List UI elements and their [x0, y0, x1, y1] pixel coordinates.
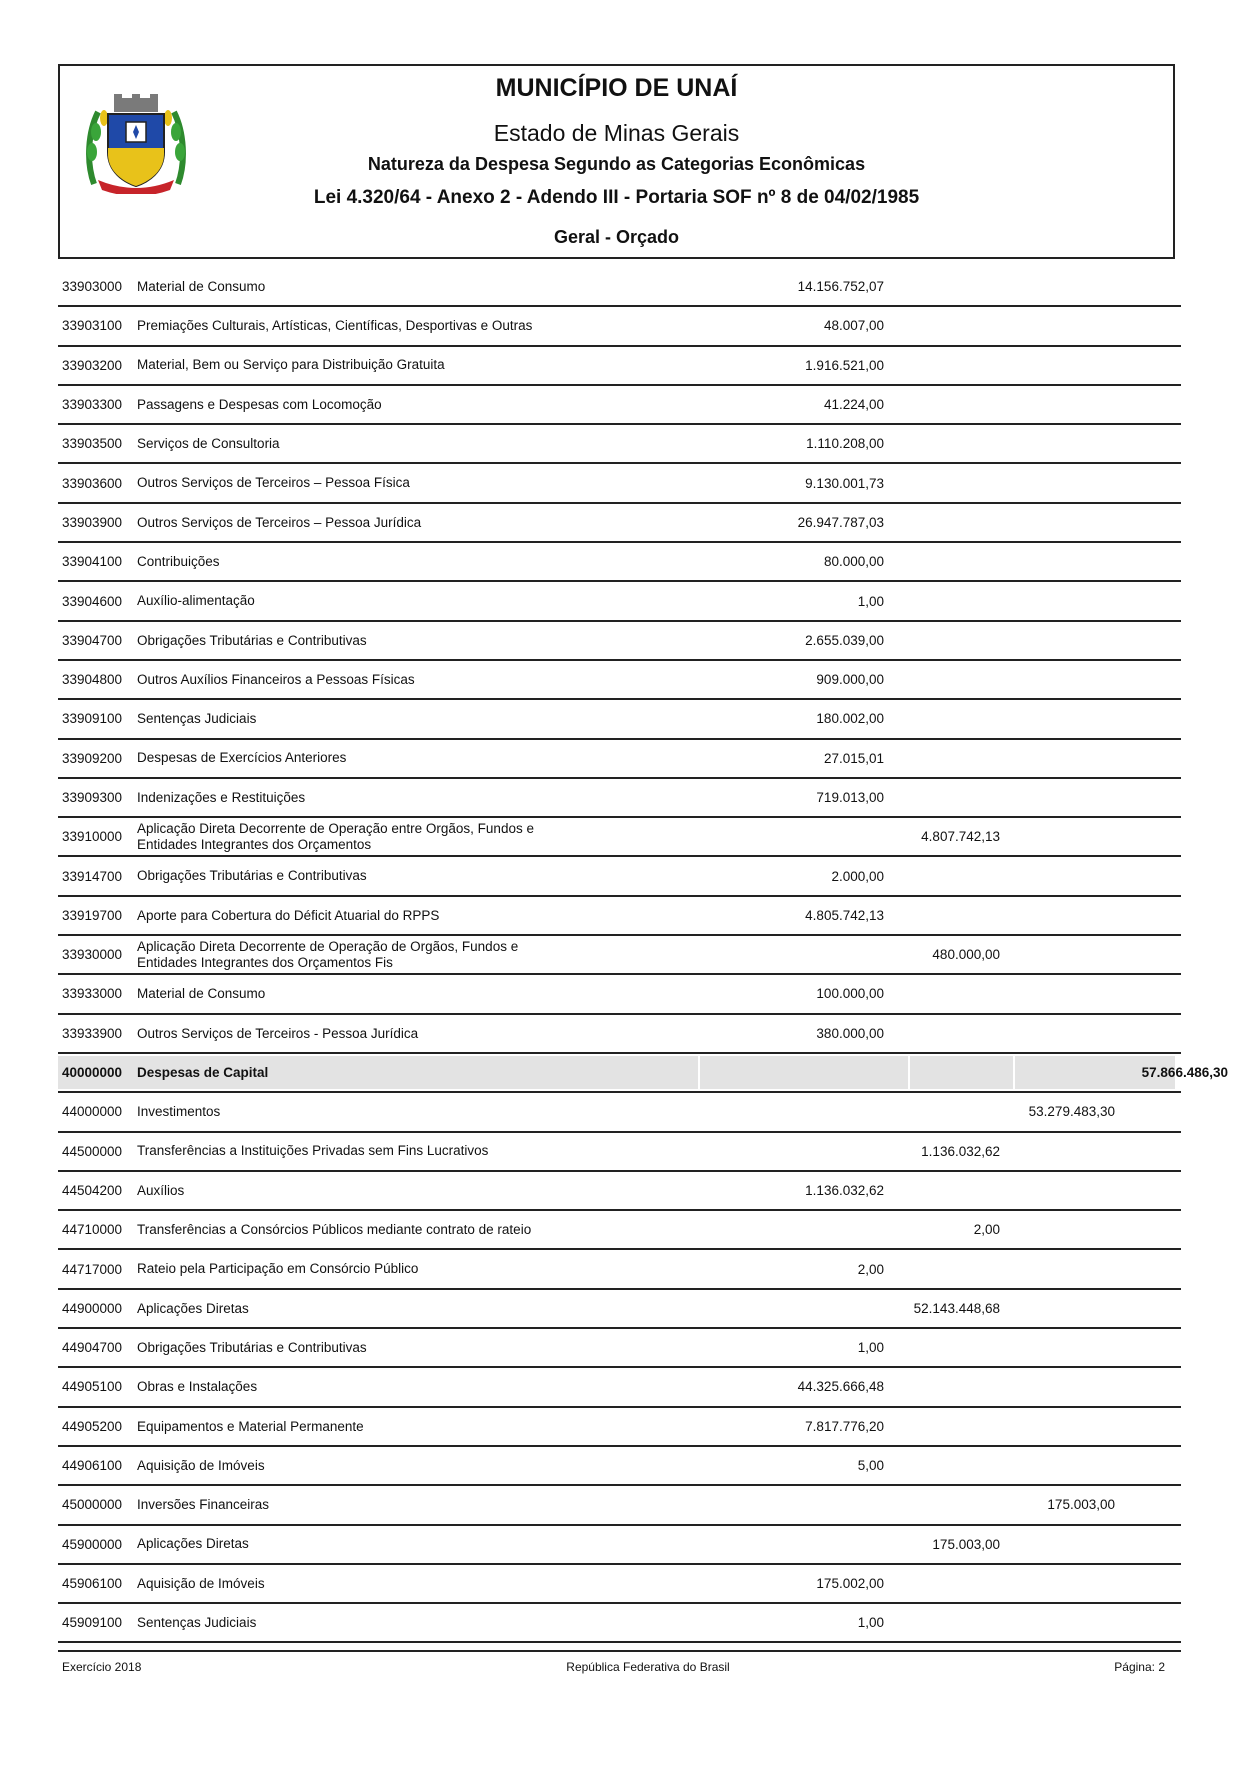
row-value: 100.000,00 [816, 986, 884, 1002]
table-row [58, 504, 1181, 543]
row-description: Sentenças Judiciais [137, 711, 257, 727]
row-code: 33903000 [62, 279, 123, 295]
row-code: 44905100 [62, 1379, 123, 1395]
table-row [58, 1172, 1181, 1211]
row-code: 45900000 [62, 1536, 123, 1552]
table-row [58, 1526, 1181, 1565]
row-value: 719.013,00 [816, 790, 884, 805]
row-value: 1,00 [857, 1340, 884, 1356]
row-description: Auxílios [137, 1182, 185, 1198]
row-description: Indenizações e Restituições [137, 789, 306, 805]
row-value: 27.015,01 [823, 750, 884, 766]
table-row [58, 857, 1181, 896]
footer-page-number: Página: 2 [1114, 1660, 1165, 1674]
row-code: 44500000 [62, 1143, 123, 1159]
table-row [58, 1604, 1181, 1643]
table-row [58, 386, 1181, 425]
row-value: 1.136.032,62 [921, 1143, 1000, 1159]
row-code: 45906100 [62, 1575, 123, 1591]
row-code: 33909300 [62, 790, 123, 805]
row-code: 33909100 [62, 711, 123, 727]
table-row [58, 1211, 1181, 1250]
row-value: 44.325.666,48 [797, 1379, 884, 1395]
row-value: 909.000,00 [816, 672, 884, 688]
row-description: Outros Serviços de Terceiros - Pessoa Jurídica [137, 1025, 419, 1041]
table-row [58, 818, 1181, 857]
row-value: 14.156.752,07 [797, 279, 884, 295]
row-value: 7.817.776,20 [805, 1418, 884, 1434]
row-code: 33903500 [62, 436, 123, 452]
table-row [58, 740, 1181, 779]
row-description: Rateio pela Participação em Consórcio Público [137, 1261, 419, 1277]
row-description: Transferências a Consórcios Públicos mediante contrato de rateio [137, 1222, 532, 1238]
row-code: 44717000 [62, 1261, 123, 1277]
row-code: 33914700 [62, 868, 123, 884]
row-value: 53.279.483,30 [1028, 1104, 1115, 1120]
row-code: 33903300 [62, 397, 123, 413]
row-code: 33933000 [62, 986, 123, 1002]
table-row [58, 1250, 1181, 1289]
row-code: 44900000 [62, 1300, 123, 1316]
row-value: 2.000,00 [831, 868, 884, 884]
row-description: Aplicações Diretas [137, 1536, 249, 1552]
table-row [58, 582, 1181, 621]
row-description: Equipamentos e Material Permanente [137, 1418, 364, 1434]
row-description: Investimentos [137, 1104, 221, 1120]
row-code: 33919700 [62, 907, 123, 923]
table-row [58, 936, 1181, 975]
row-description: Obrigações Tributárias e Contributivas [137, 868, 367, 884]
row-description: Passagens e Despesas com Locomoção [137, 396, 382, 412]
row-value: 480.000,00 [932, 947, 1000, 963]
row-value: 26.947.787,03 [797, 514, 884, 530]
row-code: 33933900 [62, 1025, 123, 1041]
table-row [58, 700, 1181, 739]
table-row [58, 464, 1181, 503]
row-code: 45909100 [62, 1615, 123, 1631]
row-description: Material, Bem ou Serviço para Distribuição Gratuita [137, 357, 445, 373]
state-title: Estado de Minas Gerais [493, 120, 740, 146]
row-value: 80.000,00 [823, 554, 884, 570]
row-value: 175.003,00 [932, 1536, 1000, 1552]
row-code: 44906100 [62, 1458, 123, 1474]
municipality-title: MUNICÍPIO DE UNAÍ [495, 74, 738, 102]
row-code: 33909200 [62, 750, 123, 766]
table-row [58, 1565, 1181, 1604]
row-code: 33904800 [62, 672, 123, 688]
row-value: 175.002,00 [816, 1575, 884, 1591]
row-description: Outros Serviços de Terceiros – Pessoa Física [137, 475, 410, 491]
table-row [58, 307, 1181, 346]
row-description: Material de Consumo [137, 986, 266, 1002]
row-description: Sentenças Judiciais [137, 1614, 257, 1630]
report-scope: Geral - Orçado [553, 227, 680, 247]
row-description: Aplicação Direta Decorrente de Operação entre Orgãos, Fundos e Entidades Integrantes dos Orçamentos [137, 821, 534, 852]
row-description: Obrigações Tributárias e Contributivas [137, 632, 367, 648]
row-value: 4.805.742,13 [805, 907, 884, 923]
row-value: 1,00 [857, 593, 884, 609]
row-value: 57.866.486,30 [1141, 1065, 1228, 1081]
row-code: 33904600 [62, 593, 123, 609]
footer-country: República Federativa do Brasil [566, 1660, 730, 1674]
row-description: Despesas de Capital [137, 1064, 269, 1080]
report-subtitle: Natureza da Despesa Segundo as Categorias Econômicas [367, 154, 866, 174]
row-code: 33904700 [62, 632, 123, 648]
row-description: Material de Consumo [137, 278, 266, 294]
table-row [58, 543, 1181, 582]
row-code: 33903600 [62, 475, 123, 491]
row-description: Obrigações Tributárias e Contributivas [137, 1339, 367, 1355]
table-row [58, 1015, 1181, 1054]
table-row [58, 1408, 1181, 1447]
category-row [58, 1054, 1228, 1093]
row-value: 48.007,00 [823, 318, 884, 334]
row-value: 2,00 [973, 1222, 1000, 1238]
row-value: 1.136.032,62 [805, 1182, 884, 1198]
row-description: Contribuições [137, 553, 220, 569]
row-code: 44504200 [62, 1182, 123, 1198]
report-header [58, 64, 1175, 259]
row-value: 2,00 [857, 1261, 884, 1277]
row-value: 5,00 [857, 1458, 884, 1474]
row-value: 41.224,00 [823, 397, 884, 413]
row-value: 52.143.448,68 [913, 1300, 1000, 1316]
table-row [58, 1447, 1181, 1486]
row-code: 44710000 [62, 1222, 123, 1238]
table-row [58, 1093, 1181, 1132]
row-value: 175.003,00 [1047, 1497, 1115, 1513]
row-description: Serviços de Consultoria [137, 436, 280, 452]
legal-reference: Lei 4.320/64 - Anexo 2 - Adendo III - Portaria SOF nº 8 de 04/02/1985 [313, 187, 920, 208]
row-code: 33903100 [62, 318, 123, 334]
row-description: Premiações Culturais, Artísticas, Científicas, Desportivas e Outras [137, 318, 533, 334]
expense-table [58, 268, 1228, 1643]
row-description: Auxílio-alimentação [137, 593, 255, 609]
row-value: 9.130.001,73 [805, 475, 884, 491]
row-code: 45000000 [62, 1497, 123, 1513]
row-description: Aquisição de Imóveis [137, 1457, 265, 1473]
table-row [58, 661, 1181, 700]
table-row [58, 1368, 1181, 1407]
row-description: Aquisição de Imóveis [137, 1575, 265, 1591]
row-code: 33904100 [62, 554, 123, 570]
row-code: 44904700 [62, 1340, 123, 1356]
row-code: 33930000 [62, 947, 123, 963]
row-description: Outros Serviços de Terceiros – Pessoa Jurídica [137, 514, 422, 530]
row-value: 180.002,00 [816, 711, 884, 727]
table-row [58, 779, 1181, 818]
row-code: 33910000 [62, 829, 123, 845]
row-description: Transferências a Instituições Privadas sem Fins Lucrativos [137, 1143, 489, 1159]
table-row [58, 1290, 1181, 1329]
row-code: 44000000 [62, 1104, 123, 1120]
table-row [58, 897, 1181, 936]
row-value: 1,00 [857, 1615, 884, 1631]
row-code: 33903200 [62, 357, 123, 373]
row-description: Inversões Financeiras [137, 1497, 270, 1513]
row-value: 4.807.742,13 [921, 829, 1000, 845]
row-description: Outros Auxílios Financeiros a Pessoas Físicas [137, 671, 415, 687]
row-description: Obras e Instalações [137, 1379, 258, 1395]
row-code: 33903900 [62, 514, 123, 530]
table-row [58, 1133, 1181, 1172]
table-row [58, 622, 1181, 661]
row-description: Despesas de Exercícios Anteriores [137, 750, 347, 766]
row-value: 1.110.208,00 [806, 436, 884, 452]
table-row [58, 268, 1181, 307]
table-row [58, 975, 1181, 1014]
table-row [58, 1329, 1181, 1368]
table-row [58, 1486, 1181, 1525]
footer-divider [58, 1650, 1181, 1652]
table-row [58, 425, 1181, 464]
row-description: Aporte para Cobertura do Déficit Atuarial do RPPS [137, 907, 440, 923]
row-value: 1.916.521,00 [805, 357, 884, 373]
row-description: Aplicações Diretas [137, 1300, 249, 1316]
row-value: 2.655.039,00 [805, 632, 884, 648]
table-row [58, 347, 1181, 386]
row-value: 380.000,00 [816, 1025, 884, 1041]
row-code: 40000000 [62, 1065, 123, 1081]
row-code: 44905200 [62, 1418, 123, 1434]
row-description: Aplicação Direta Decorrente de Operação de Orgãos, Fundos e Entidades Integrantes dos Orçamentos Fis [137, 939, 519, 970]
footer-exercise: Exercício 2018 [62, 1660, 142, 1674]
